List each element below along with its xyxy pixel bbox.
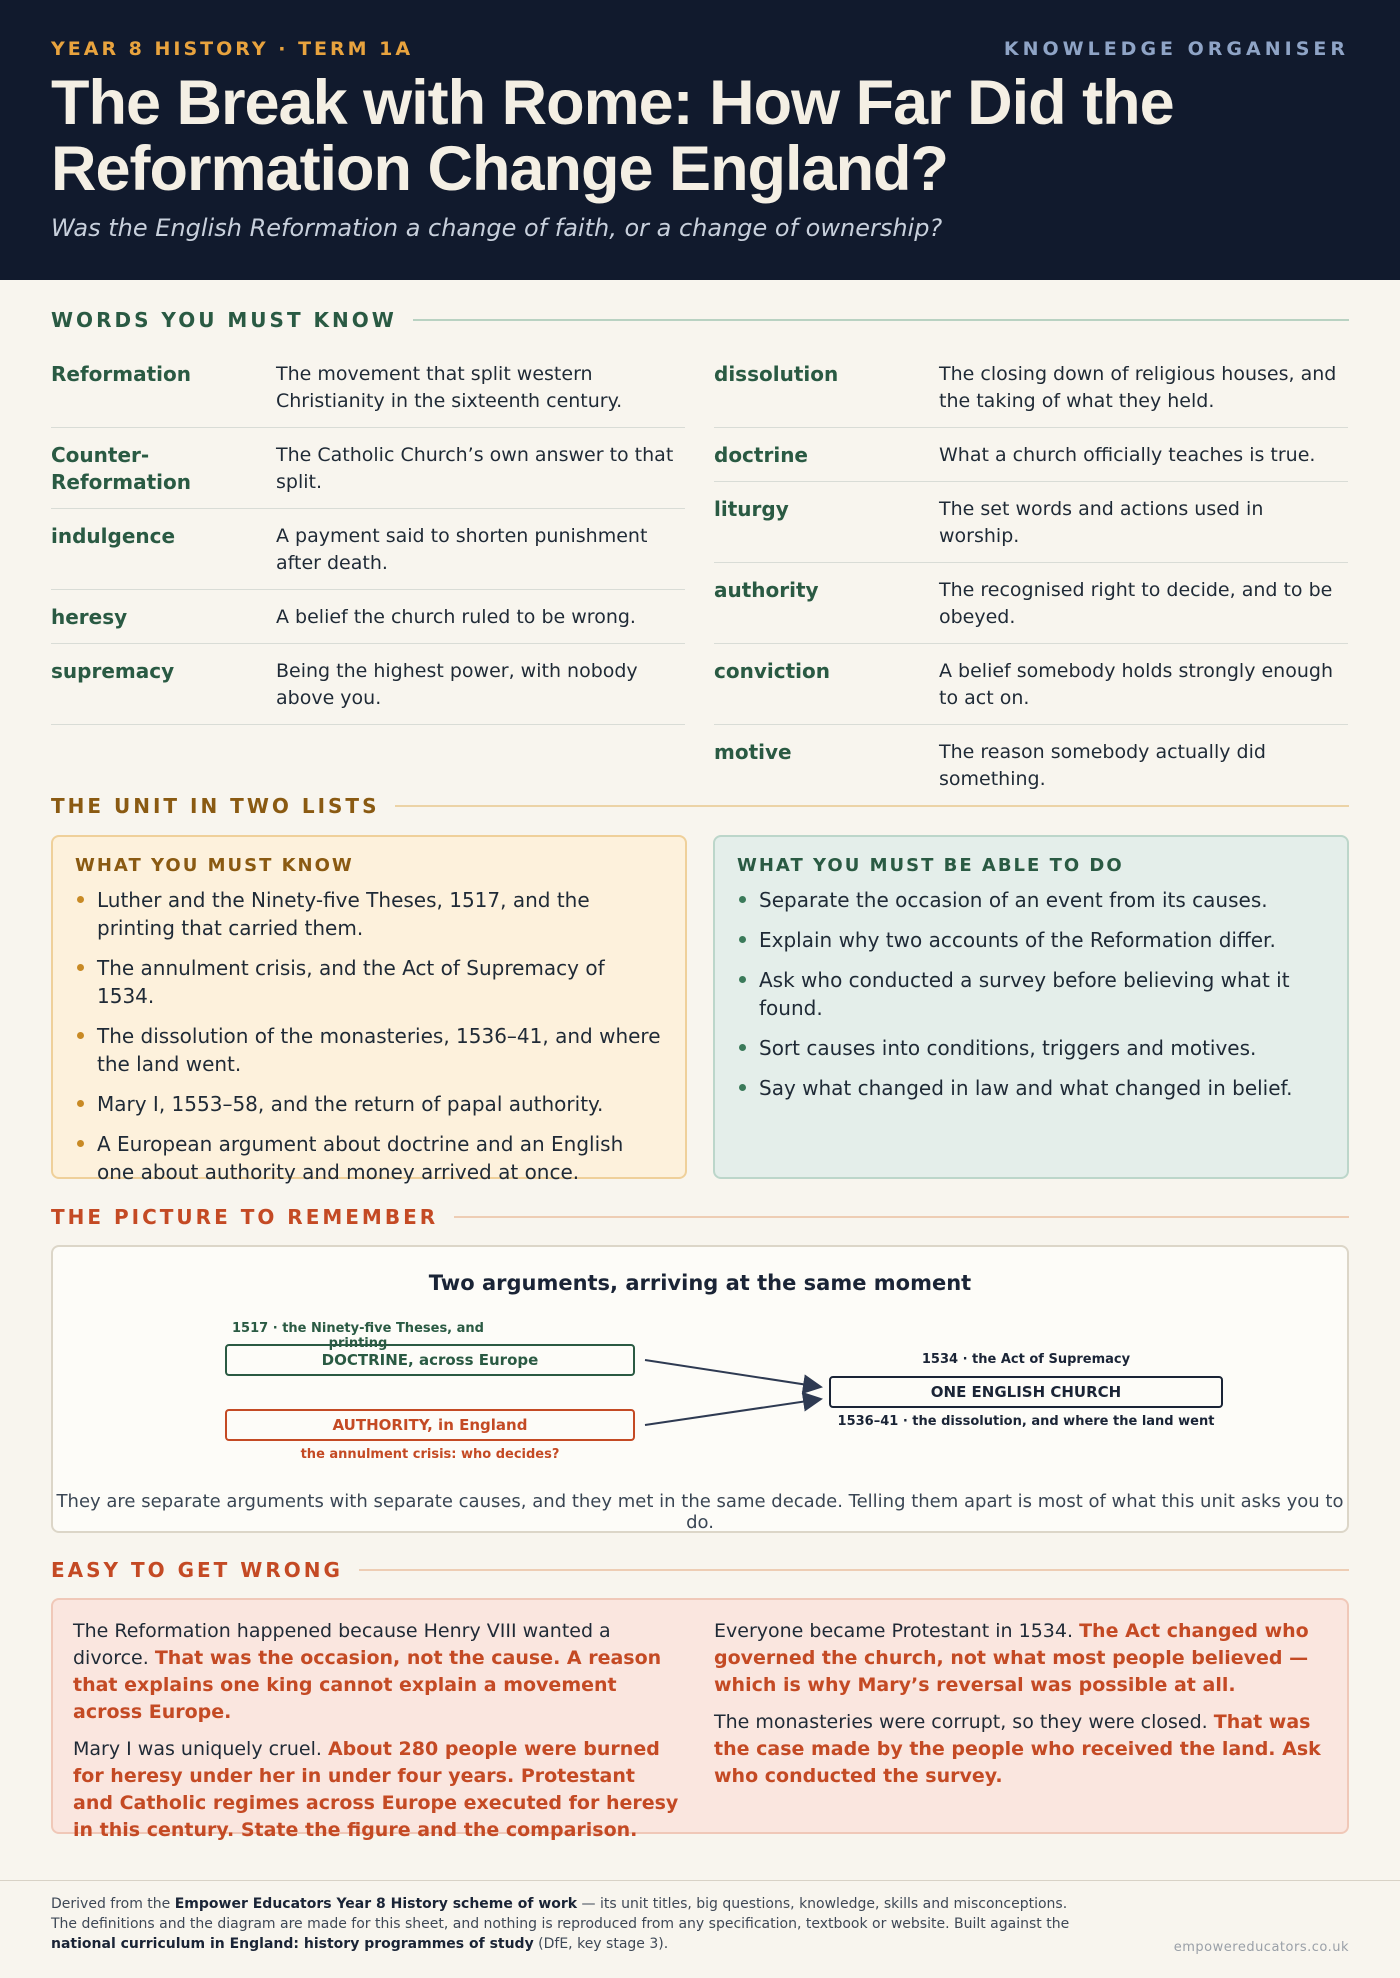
glossary-term: liturgy — [714, 497, 789, 521]
glossary-right — [714, 347, 1348, 806]
skills-list — [737, 886, 1325, 1102]
church-note-bottom: 1536–41 · the dissolution, and where the land went — [837, 1414, 1215, 1429]
header — [0, 0, 1400, 280]
list-item: Mary I, 1553–58, and the return of papal authority. — [75, 1090, 663, 1118]
glossary-term: doctrine — [714, 443, 808, 467]
footer-fragment: The definitions and the diagram are made for this sheet, and nothing is reproduced from any specification, textbook or website. Built against the — [51, 1916, 1070, 1932]
glossary-definition: The set words and actions used in worship. — [939, 498, 1264, 547]
glossary-row — [714, 482, 1348, 563]
glossary-definition: Being the highest power, with nobody above you. — [276, 660, 638, 709]
glossary-row — [51, 347, 685, 428]
glossary-term: Counter-Reformation — [51, 443, 191, 494]
footer-url[interactable]: empowereducators.co.uk — [1173, 1940, 1349, 1955]
divider — [395, 805, 1349, 807]
list-item: Luther and the Ninety-five Theses, 1517, and the printing that carried them. — [75, 886, 663, 942]
divider — [413, 319, 1349, 321]
glossary-row — [714, 563, 1348, 644]
glossary-definition: A belief the church ruled to be wrong. — [276, 606, 636, 628]
glossary-definition: The reason somebody actually did something. — [939, 741, 1266, 790]
doctrine-note: 1517 · the Ninety-five Theses, and printing — [232, 1321, 484, 1351]
misconceptions-right — [714, 1618, 1322, 1800]
diagram-caption: They are separate arguments with separate causes, and they met in the same decade. Telling them apart is most of what this unit asks you to do. — [56, 1491, 1344, 1533]
doctrine-box: DOCTRINE, across Europe — [225, 1344, 635, 1376]
section-label: EASY TO GET WRONG — [51, 1558, 343, 1582]
footer-divider — [0, 1880, 1400, 1881]
authority-box: AUTHORITY, in England — [225, 1409, 635, 1441]
glossary-term: conviction — [714, 659, 830, 683]
glossary-term: dissolution — [714, 362, 839, 386]
diagram — [51, 1245, 1349, 1533]
glossary-definition: A belief somebody holds strongly enough to act on. — [939, 660, 1333, 709]
list-item: The dissolution of the monasteries, 1536–41, and where the land went. — [75, 1022, 663, 1078]
misconceptions-box — [51, 1598, 1349, 1841]
footer-curriculum: national curriculum in England: history programmes of study — [51, 1936, 534, 1952]
know-heading: WHAT YOU MUST KNOW — [75, 855, 354, 876]
skills-heading: WHAT YOU MUST BE ABLE TO DO — [737, 855, 1124, 876]
glossary-term: Reformation — [51, 362, 191, 386]
page-subtitle: Was the English Reformation a change of faith, or a change of ownership? — [51, 214, 943, 242]
list-item: A European argument about doctrine and an English one about authority and money arrived at once. — [75, 1130, 663, 1186]
section-heading-words — [51, 308, 1349, 332]
list-item: Explain why two accounts of the Reformation differ. — [737, 926, 1325, 954]
divider — [454, 1216, 1349, 1218]
glossary-row — [714, 347, 1348, 428]
glossary-definition: The movement that split western Christianity in the sixteenth century. — [276, 363, 623, 412]
glossary-definition: The recognised right to decide, and to be obeyed. — [939, 579, 1333, 628]
glossary-left — [51, 347, 685, 725]
footer-fragment: (DfE, key stage 3). — [533, 1936, 669, 1952]
skills-box — [713, 835, 1349, 1179]
glossary-row — [714, 428, 1348, 482]
footer-text — [51, 1894, 1111, 1954]
section-heading-wrong — [51, 1558, 1349, 1582]
section-label: WORDS YOU MUST KNOW — [51, 308, 397, 332]
section-label: THE UNIT IN TWO LISTS — [51, 794, 380, 818]
misconception-claim: Mary I was uniquely cruel. — [73, 1738, 322, 1760]
section-label: THE PICTURE TO REMEMBER — [51, 1205, 439, 1229]
divider — [359, 1569, 1349, 1571]
list-item: Ask who conducted a survey before believing what it found. — [737, 966, 1325, 1022]
church-note-top: 1534 · the Act of Supremacy — [921, 1352, 1131, 1367]
glossary-row — [714, 644, 1348, 725]
misconception — [714, 1709, 1322, 1790]
section-heading-picture — [51, 1205, 1349, 1229]
glossary-term: motive — [714, 740, 792, 764]
list-item: Say what changed in law and what changed in belief. — [737, 1074, 1325, 1102]
glossary-row — [51, 590, 685, 644]
misconception — [714, 1618, 1322, 1699]
misconception-correction: That was the case made by the people who received the land. Ask who conducted the survey. — [714, 1711, 1321, 1787]
glossary-term: heresy — [51, 605, 128, 629]
page-title: The Break with Rome: How Far Did the Reformation Change England? — [51, 68, 1174, 204]
doctrine-arrow — [645, 1360, 821, 1387]
misconception-correction: About 280 people were burned for heresy under her in under four years. Protestant and Catholic regimes across Europe executed for heresy in this century. State the figure and the comparison. — [73, 1738, 679, 1841]
glossary-definition: The Catholic Church’s own answer to that split. — [276, 444, 674, 493]
misconception-correction: That was the occasion, not the cause. A reason that explains one king cannot explain a movement across Europe. — [73, 1647, 662, 1723]
diagram-title: Two arguments, arriving at the same moment — [428, 1271, 972, 1295]
know-box — [51, 835, 687, 1184]
list-item: Separate the occasion of an event from its causes. — [737, 886, 1325, 914]
list-item: The annulment crisis, and the Act of Supremacy of 1534. — [75, 954, 663, 1010]
authority-note: the annulment crisis: who decides? — [300, 1447, 560, 1462]
misconception-claim: The monasteries were corrupt, so they were closed. — [714, 1711, 1208, 1733]
misconception-claim: The Reformation happened because Henry VIII wanted a divorce. — [73, 1620, 611, 1669]
glossary-definition: A payment said to shorten punishment after death. — [276, 525, 648, 574]
section-heading-lists — [51, 794, 1349, 818]
glossary-definition: What a church officially teaches is true. — [939, 444, 1316, 466]
misconception — [73, 1618, 681, 1726]
footer-fragment: — its unit titles, big questions, knowledge, skills and misconceptions. — [577, 1896, 1068, 1912]
list-item: Sort causes into conditions, triggers and motives. — [737, 1034, 1325, 1062]
glossary-term: indulgence — [51, 524, 176, 548]
glossary-row — [51, 644, 685, 725]
glossary-row — [51, 509, 685, 590]
document-type: KNOWLEDGE ORGANISER — [1003, 38, 1349, 60]
know-list — [75, 886, 663, 1186]
glossary-term: authority — [714, 578, 819, 602]
kicker: YEAR 8 HISTORY · TERM 1A — [51, 38, 414, 60]
misconceptions-left — [73, 1618, 681, 1854]
misconception — [73, 1736, 681, 1844]
church-box: ONE ENGLISH CHURCH — [829, 1376, 1223, 1408]
misconception-claim: Everyone became Protestant in 1534. — [714, 1620, 1074, 1642]
misconception-correction: The Act changed who governed the church, not what most people believed — which is why Mary’s reversal was possible at all. — [714, 1620, 1309, 1696]
glossary-row — [51, 428, 685, 509]
footer-source: Empower Educators Year 8 History scheme of work — [174, 1896, 578, 1912]
glossary-term: supremacy — [51, 659, 175, 683]
footer-fragment: Derived from the — [51, 1896, 175, 1912]
glossary-definition: The closing down of religious houses, and the taking of what they held. — [939, 363, 1337, 412]
